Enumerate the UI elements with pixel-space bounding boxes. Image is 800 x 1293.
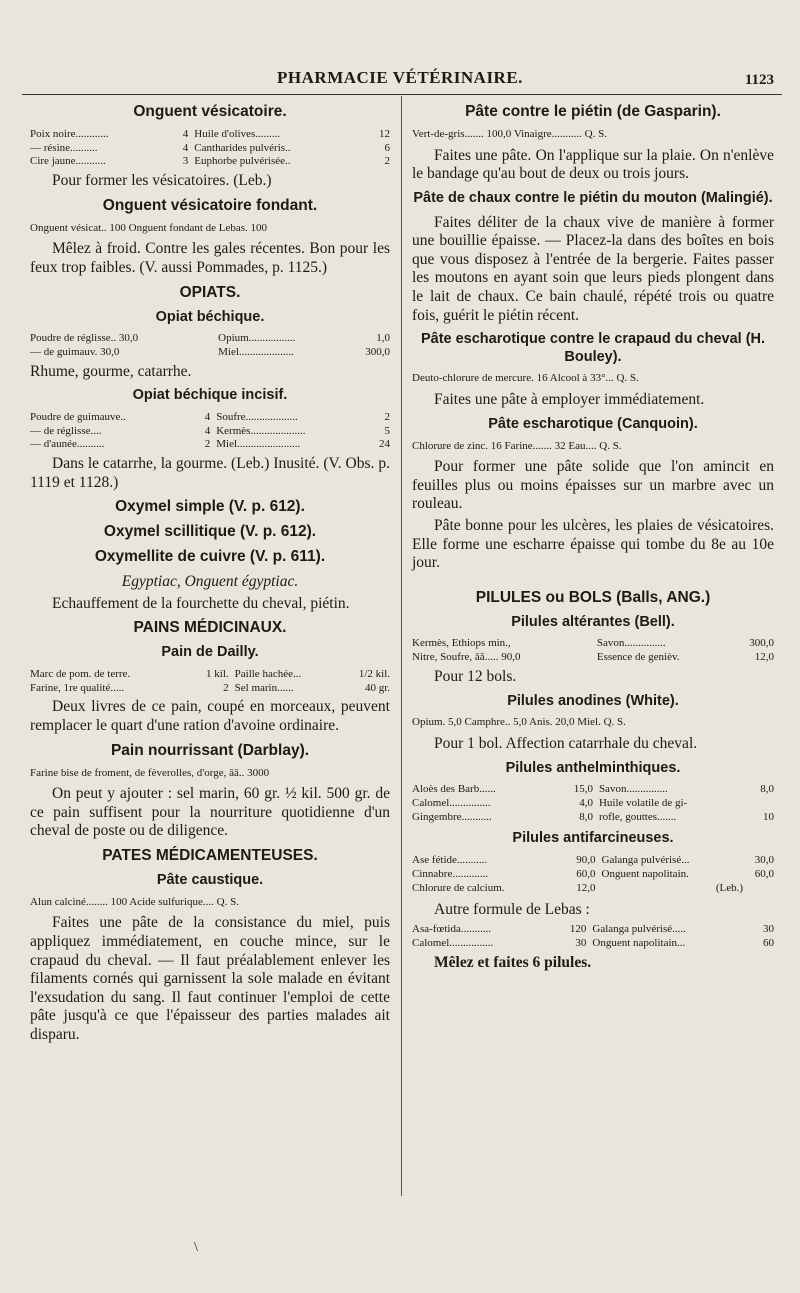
ingredients-table	[412, 637, 774, 665]
paragraph: Faites une pâte de la consistance du miel, puis appliquez immédiatement, en couche mince, sur le crapaud du cheval. — Il faut préalablement enlever les filaments cornés qui garnissent la sole malade en évitant l'exsudation du sang. Il faut continuer l'emploi de cette pâte jusqu'à ce que l'épaisseur des parties malades ait disparu.	[30, 914, 390, 1043]
ingredients-table	[412, 854, 774, 895]
table-row: — de guimauv. 30,0 Miel.................... 300,0	[30, 345, 390, 358]
section-title: Pâte escharotique contre le crapaud du cheval (H. Bouley).	[420, 331, 766, 365]
chapter-title: OPIATS.	[179, 283, 241, 301]
ingredients-table	[30, 668, 390, 696]
paragraph: Faites une pâte. On l'applique sur la plaie. On n'enlève le bandage qu'au bout de deux ou trois jours.	[412, 146, 774, 183]
paragraph: Mêlez et faites 6 pilules.	[434, 953, 592, 971]
table-row: Cinnabre............. 60,0 Onguent napolitain. 60,0	[412, 867, 774, 880]
section-title: Pain nourrissant (Darblay).	[110, 741, 310, 759]
paragraph: Faites une pâte à employer immédiatement.	[434, 391, 705, 409]
ingredients-table	[412, 783, 774, 824]
chapter-title: PATES MÉDICAMENTEUSES.	[102, 847, 318, 865]
ingredients-line: Opium. 5,0 Camphre.. 5,0 Anis. 20,0 Miel. Q. S.	[412, 716, 626, 729]
section-title: Pâte escharotique (Canquoin).	[488, 415, 698, 432]
ingredients-table	[30, 332, 390, 360]
table-row: Poix noire............ 4 Huile d'olives......... 12	[30, 127, 390, 140]
table-row: — d'aunée.......... 2 Miel....................... 24	[30, 438, 390, 451]
section-title: Oxymel simple (V. p. 612).	[115, 498, 305, 516]
ingredients-line: Alun calciné........ 100 Acide sulfurique.... Q. S.	[30, 895, 239, 908]
paragraph: Pour 1 bol. Affection catarrhale du cheval.	[434, 734, 698, 752]
ingredients-line: Deuto-chlorure de mercure. 16 Alcool à 33°... Q. S.	[412, 372, 639, 385]
ingredients-table	[412, 923, 774, 951]
ingredients-line: Onguent vésicat.. 100 Onguent fondant de Lebas. 100	[30, 221, 268, 234]
ingredients-line: Vert-de-gris....... 100,0 Vinaigre........... Q. S.	[412, 127, 607, 140]
header-rule	[22, 94, 782, 95]
page-header	[0, 66, 800, 92]
page-number: 1123	[744, 72, 774, 88]
section-title: Pain de Dailly.	[161, 644, 259, 661]
paragraph: Mêlez à froid. Contre les gales récentes. Bon pour les feux trop faibles. (V. aussi Pommades, p. 1125.)	[30, 240, 390, 276]
table-row: Kermès, Ethiops min., Savon............... 300,0	[412, 637, 774, 650]
paragraph: Rhume, gourme, catarrhe.	[30, 362, 192, 380]
chapter-title: PAINS MÉDICINAUX.	[133, 619, 287, 637]
paragraph: Dans le catarrhe, la gourme. (Leb.) Inusité. (V. Obs. p. 1119 et 1128.)	[30, 455, 390, 491]
ingredients-line: Chlorure de zinc. 16 Farine....... 32 Eau.... Q. S.	[412, 439, 622, 452]
column-divider	[401, 96, 402, 1196]
paragraph: Autre formule de Lebas :	[434, 901, 590, 919]
table-row: — de réglisse.... 4 Kermès.................... 5	[30, 424, 390, 437]
table-row: Calomel................ 30 Onguent napolitain... 60	[412, 936, 774, 949]
section-title: Onguent vésicatoire.	[133, 103, 287, 120]
paragraph: Deux livres de ce pain, coupé en morceaux, peuvent remplacer le quart d'une ration d'avoine ordinaire.	[30, 698, 390, 734]
section-title: Pilules anodines (White).	[507, 692, 679, 709]
paragraph: Pour 12 bols.	[434, 667, 517, 685]
table-row: Poudre de réglisse.. 30,0 Opium................. 1,0	[30, 332, 390, 345]
table-row: Chlorure de calcium. 12,0 (Leb.)	[412, 881, 743, 894]
table-row: Farine, 1re qualité..... 2 Sel marin...... 40 gr.	[30, 681, 390, 694]
table-row: Gingembre........... 8,0 rofle, gouttes....... 10	[412, 810, 774, 823]
subtitle: Egyptiac, Onguent égyptiac.	[121, 573, 299, 591]
footer-mark: \	[194, 1240, 198, 1255]
section-title: Pâte caustique.	[156, 871, 264, 888]
paragraph: On peut y ajouter : sel marin, 60 gr. ½ kil. 500 gr. de ce pain suffisent pour la nourriture quotidienne d'un cheval de poste ou de diligence.	[30, 785, 390, 840]
section-title: Opiat béchique.	[155, 308, 265, 325]
section-title: Pâte de chaux contre le piétin du mouton (Malingié).	[413, 189, 773, 206]
section-title: Pilules anthelminthiques.	[505, 759, 681, 776]
table-row: Calomel............... 4,0 Huile volatile de gi-	[412, 796, 688, 809]
section-title: Opiat béchique incisif.	[132, 387, 288, 404]
right-column	[412, 97, 774, 975]
table-row: Nitre, Soufre, āā..... 90,0 Essence de genièv. 12,0	[412, 651, 774, 664]
running-title: PHARMACIE VÉTÉRINAIRE.	[277, 68, 523, 87]
left-column	[30, 97, 390, 1048]
paragraph: Faites déliter de la chaux vive de manière à former une bouillie épaisse. — Placez-la dans des boîtes en bois que vous disposez à l'entrée de la bergerie. Faites passer les moutons en ayant soin que leurs pieds plongent dans le lait de chaux. Ce bain chaulé, répété trois ou quatre fois, guérit le piétin récent.	[412, 213, 774, 324]
paragraph: Echauffement de la fourchette du cheval, piétin.	[52, 594, 350, 612]
paragraph: Pour former les vésicatoires. (Leb.)	[52, 172, 272, 190]
table-row: Marc de pom. de terre. 1 kil. Paille hachée... 1/2 kil.	[30, 667, 390, 680]
section-title: Oxymel scillitique (V. p. 612).	[103, 523, 317, 541]
ingredients-table	[30, 128, 390, 169]
table-row: Aloès des Barb...... 15,0 Savon............... 8,0	[412, 783, 774, 796]
section-title: Oxymellite de cuivre (V. p. 611).	[94, 548, 326, 566]
table-row: Cire jaune........... 3 Euphorbe pulvérisée.. 2	[30, 155, 390, 168]
paragraph: Pâte bonne pour les ulcères, les plaies de vésicatoires. Elle forme une escharre épaisse qui tombe du 8e au 10e jour.	[412, 517, 774, 572]
section-title: Pilules antifarcineuses.	[512, 830, 674, 847]
section-title: Pâte contre le piétin (de Gasparin).	[465, 103, 721, 120]
section-title: Onguent vésicatoire fondant.	[102, 196, 318, 214]
ingredients-table	[30, 411, 390, 452]
paragraph: Pour former une pâte solide que l'on amincit en feuilles plus ou moins épaisses sur un marbre avec un rouleau.	[412, 458, 774, 513]
table-row: — résine.......... 4 Cantharides pulvéris.. 6	[30, 141, 390, 154]
table-row: Ase fétide........... 90,0 Galanga pulvérisé... 30,0	[412, 854, 774, 867]
ingredients-line: Farine bise de froment, de fèverolles, d'orge, āā.. 3000	[30, 766, 270, 779]
section-title: Pilules altérantes (Bell).	[511, 613, 675, 630]
table-row: Poudre de guimauve.. 4 Soufre................... 2	[30, 410, 390, 423]
chapter-title: PILULES ou BOLS (Balls, ANG.)	[475, 588, 711, 606]
table-row: Asa-fœtida........... 120 Galanga pulvérisé..... 30	[412, 923, 774, 935]
